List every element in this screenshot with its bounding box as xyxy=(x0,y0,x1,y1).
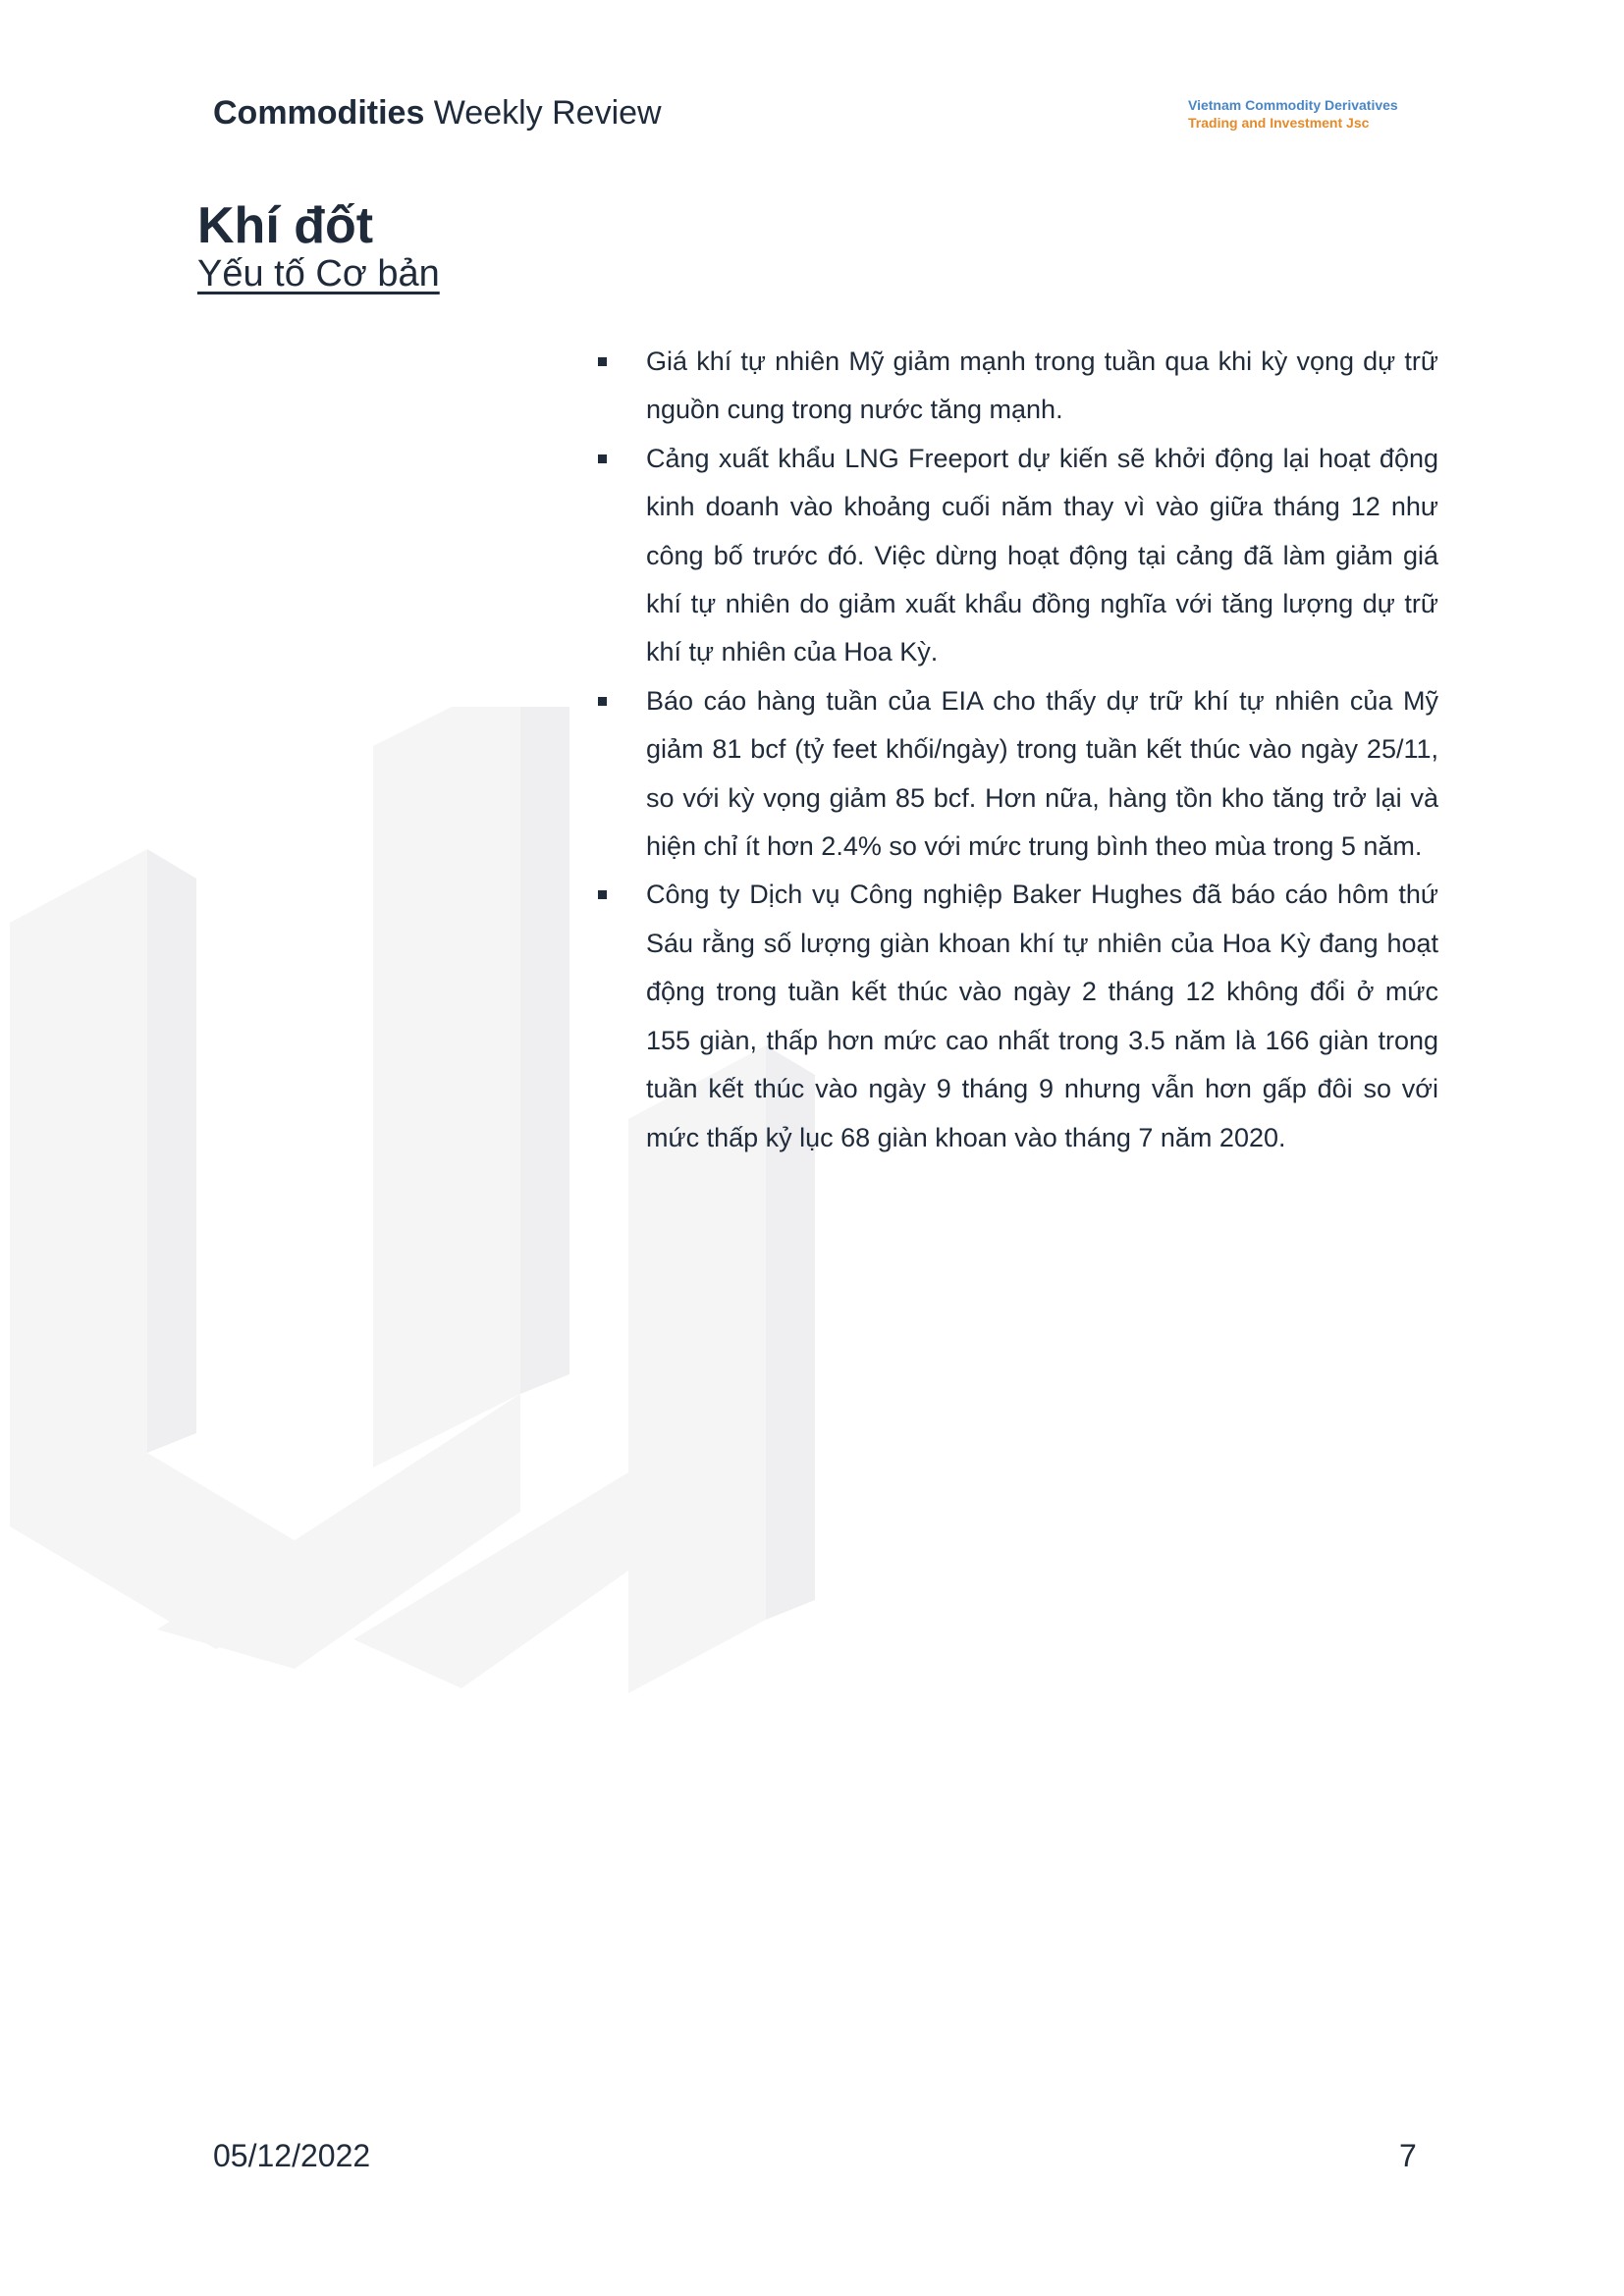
square-bullet-icon xyxy=(598,697,607,706)
bullet-item xyxy=(594,435,1438,677)
logo-line-company-type: Trading and Investment Jsc xyxy=(1188,115,1370,131)
bullet-item xyxy=(594,338,1438,435)
bullet-text: Công ty Dịch vụ Công nghiệp Baker Hughes đã báo cáo hôm thứ Sáu rằng số lượng giàn khoan khí tự nhiên của Hoa Kỳ đang hoạt động trong tuần kết thúc vào ngày 2 tháng 12 không đổi ở mức 155 giàn, thấp hơn mức cao nhất trong 3.5 năm là 166 giàn trong tuần kết thúc vào ngày 9 tháng 9 nhưng vẫn hơn gấp đôi so với mức thấp kỷ lục 68 giàn khoan vào tháng 7 năm 2020. xyxy=(646,880,1438,1152)
company-logo xyxy=(1188,96,1398,132)
header-title-bold: Commodities xyxy=(213,94,425,132)
logo-line-company-name: Vietnam Commodity Derivatives xyxy=(1188,97,1398,113)
square-bullet-icon xyxy=(598,454,607,463)
report-header-title xyxy=(213,94,662,133)
footer-date: 05/12/2022 xyxy=(213,2138,371,2173)
header-title-rest: Weekly Review xyxy=(424,94,662,132)
bullet-text: Giá khí tự nhiên Mỹ giảm mạnh trong tuần qua khi kỳ vọng dự trữ nguồn cung trong nước tăng mạnh. xyxy=(646,347,1438,425)
section-title: Khí đốt xyxy=(197,197,374,254)
square-bullet-icon xyxy=(598,890,607,899)
bullet-item xyxy=(594,871,1438,1161)
bullet-item xyxy=(594,677,1438,872)
bullet-text: Báo cáo hàng tuần của EIA cho thấy dự trữ khí tự nhiên của Mỹ giảm 81 bcf (tỷ feet khối/ngày) trong tuần kết thúc vào ngày 25/11, so với kỳ vọng giảm 85 bcf. Hơn nữa, hàng tồn kho tăng trở lại và hiện chỉ ít hơn 2.4% so với mức trung bình theo mùa trong 5 năm. xyxy=(646,685,1438,862)
fundamentals-bullet-list xyxy=(594,338,1438,1162)
square-bullet-icon xyxy=(598,357,607,366)
bullet-text: Cảng xuất khẩu LNG Freeport dự kiến sẽ khởi động lại hoạt động kinh doanh vào khoảng cuối năm thay vì vào giữa tháng 12 như công bố trước đó. Việc dừng hoạt động tại cảng đã làm giảm giá khí tự nhiên do giảm xuất khẩu đồng nghĩa với tăng lượng dự trữ khí tự nhiên của Hoa Kỳ. xyxy=(646,443,1438,667)
section-subtitle: Yếu tố Cơ bản xyxy=(197,253,440,294)
footer-page-number: 7 xyxy=(1399,2138,1417,2173)
